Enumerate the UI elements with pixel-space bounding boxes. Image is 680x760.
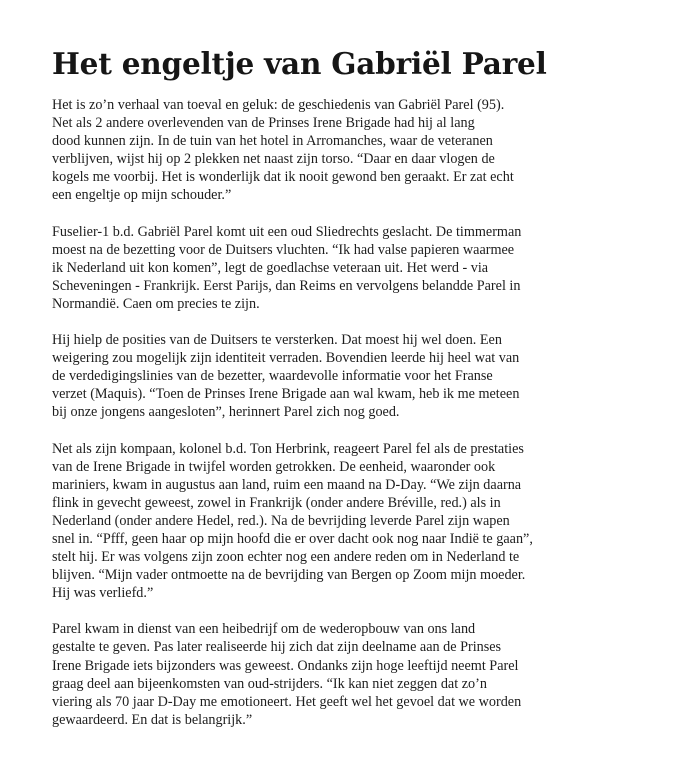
article-paragraph — [52, 620, 632, 729]
paragraph-line: mariniers, kwam in augustus aan land, ruim een maand na D-Day. “We zijn daarna — [52, 476, 522, 493]
paragraph-line: graag deel aan bijeenkomsten van oud-strijders. “Ik kan niet zeggen dat zo’n — [52, 675, 487, 692]
paragraph-line: bij onze jongens aangesloten”, herinnert Parel zich nog goed. — [52, 404, 400, 421]
paragraph-line: snel in. “Pfff, geen haar op mijn hoofd die er over dacht ook nog naar Indië te gaan”, — [52, 530, 533, 547]
article-paragraph — [52, 440, 632, 603]
paragraph-line: weigering zou mogelijk zijn identiteit verraden. Bovendien leerde hij heel wat van — [52, 350, 520, 367]
paragraph-line: Normandië. Caen om precies te zijn. — [52, 295, 260, 312]
paragraph-line: Hij was verliefd.” — [52, 585, 154, 602]
article-paragraph — [52, 96, 632, 205]
paragraph-line: Het is zo’n verhaal van toeval en geluk: de geschiedenis van Gabriël Parel (95). — [52, 97, 505, 113]
article-paragraph — [52, 223, 632, 313]
paragraph-line: ik Nederland uit kon komen”, legt de goedlachse veteraan uit. Het werd - via — [52, 259, 489, 276]
paragraph-line: gestalte te geven. Pas later realiseerde hij zich dat zijn deelname aan de Prinses — [52, 639, 502, 656]
paragraph-line: een engeltje op mijn schouder.” — [52, 187, 232, 204]
paragraph-line: flink in gevecht geweest, zowel in Frankrijk (onder andere Bréville, red.) als in — [52, 494, 501, 511]
paragraph-line: Hij hielp de posities van de Duitsers te versterken. Dat moest hij wel doen. Een — [52, 332, 502, 349]
paragraph-line: verblijven, wijst hij op 2 plekken net naast zijn torso. “Daar en daar vlogen de — [52, 151, 495, 168]
paragraph-line: Net als zijn kompaan, kolonel b.d. Ton Herbrink, reageert Parel fel als de prestaties — [52, 440, 524, 457]
paragraph-line: gewaardeerd. En dat is belangrijk.” — [52, 711, 253, 728]
article-body — [52, 96, 632, 747]
paragraph-line: viering als 70 jaar D-Day me emotioneert. Het geeft wel het gevoel dat we worden — [52, 693, 522, 710]
paragraph-line: van de Irene Brigade in twijfel worden getrokken. De eenheid, waaronder ook — [52, 458, 496, 475]
paragraph-line: Fuselier-1 b.d. Gabriël Parel komt uit een oud Sliedrechts geslacht. De timmerman — [52, 223, 522, 240]
paragraph-line: moest na de bezetting voor de Duitsers vluchten. “Ik had valse papieren waarmee — [52, 241, 515, 258]
paragraph-line: blijven. “Mijn vader ontmoette na de bevrijding van Bergen op Zoom mijn moeder. — [52, 567, 526, 584]
article-title: Het engeltje van Gabriël Parel — [52, 46, 547, 81]
article-paragraph — [52, 331, 632, 421]
paragraph-line: Irene Brigade iets bijzonders was geweest. Ondanks zijn hoge leeftijd neemt Parel — [52, 657, 519, 674]
paragraph-line: Net als 2 andere overlevenden van de Prinses Irene Brigade had hij al lang — [52, 115, 475, 132]
paragraph-line: stelt hij. Er was volgens zijn zoon echter nog een andere reden om in Nederland te — [52, 549, 520, 566]
paragraph-line: dood kunnen zijn. In de tuin van het hotel in Arromanches, waar de veteranen — [52, 133, 493, 150]
paragraph-line: Nederland (onder andere Hedel, red.). Na de bevrijding leverde Parel zijn wapen — [52, 512, 510, 529]
paragraph-line: kogels me voorbij. Het is wonderlijk dat ik nooit gewond ben geraakt. Er zat echt — [52, 169, 514, 186]
paragraph-line: Scheveningen - Frankrijk. Eerst Parijs, dan Reims en vervolgens belandde Parel in — [52, 277, 521, 294]
paragraph-line: Parel kwam in dienst van een heibedrijf om de wederopbouw van ons land — [52, 621, 476, 638]
paragraph-line: de verdedigingslinies van de bezetter, waardevolle informatie voor het Franse — [52, 368, 493, 385]
paragraph-line: verzet (Maquis). “Toen de Prinses Irene Brigade aan wal kwam, heb ik me meteen — [52, 386, 520, 403]
